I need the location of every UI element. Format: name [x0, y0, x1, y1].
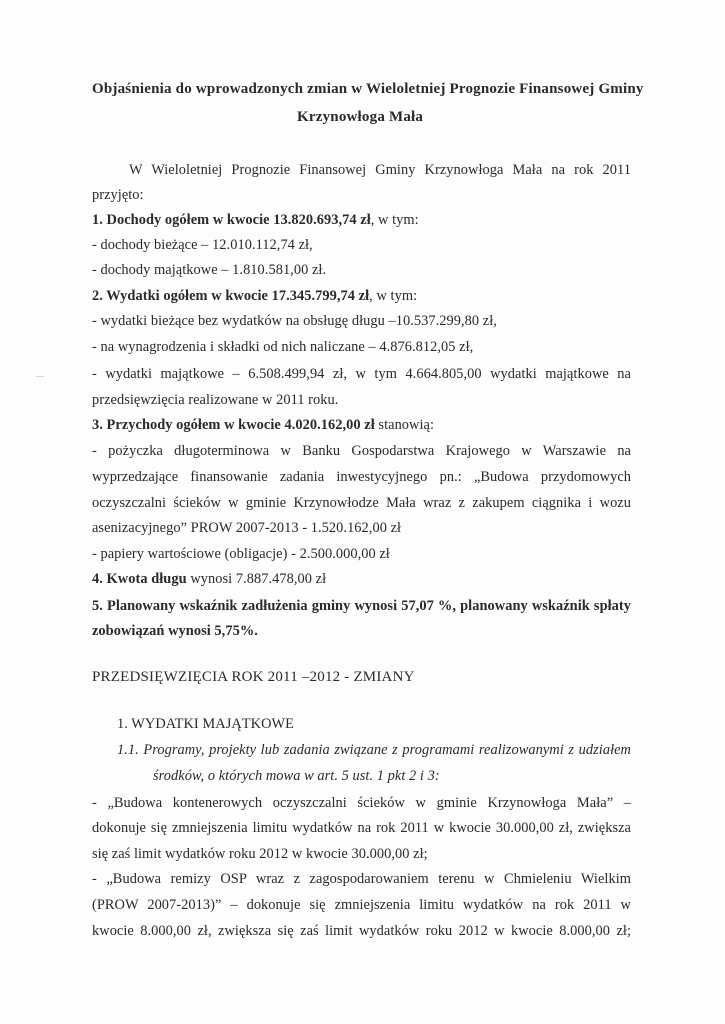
section-1-item-2: - dochody majątkowe – 1.810.581,00 zł. — [92, 262, 327, 278]
item-a-line-2: dokonuje się zmniejszenia limitu wydatków na rok 2011 w kwocie 30.000,00 zł, zwiększa — [92, 820, 631, 836]
section-3-item-1-line-1: - pożyczka długoterminowa w Banku Gospodarstwa Krajowego w Warszawie na — [92, 443, 631, 459]
scan-mark — [36, 376, 44, 377]
item-b-line-1: - „Budowa remizy OSP wraz z zagospodarowaniem terenu w Chmieleniu Wielkim — [92, 871, 631, 887]
section-3-heading-bold: 3. Przychody ogółem w kwocie 4.020.162,00 zł — [92, 417, 375, 433]
section-3-item-1-line-4: asenizacyjnego” PROW 2007-2013 - 1.520.162,00 zł — [92, 520, 402, 536]
section-4-heading-bold: 4. Kwota długu — [92, 571, 187, 587]
section-3-item-1-line-2: wyprzedzające finansowanie zadania inwestycyjnego pn.: „Budowa przydomowych — [92, 469, 631, 485]
subsection-1-1-line-1: 1.1. Programy, projekty lub zadania związane z programami realizowanymi z udziałem — [117, 742, 631, 758]
section-5-line-2: zobowiązań wynosi 5,75%. — [92, 623, 258, 639]
section-4-heading — [92, 570, 326, 588]
section-2-heading-bold: 2. Wydatki ogółem w kwocie 17.345.799,74 zł — [92, 288, 370, 304]
item-b-line-2: (PROW 2007-2013)” – dokonuje się zmniejszenia limitu wydatków na rok 2011 w — [92, 897, 631, 913]
section-1-item-1: - dochody bieżące – 12.010.112,74 zł, — [92, 237, 313, 253]
section-3-item-2: - papiery wartościowe (obligacje) - 2.500.000,00 zł — [92, 546, 390, 562]
section-3-heading — [92, 416, 434, 434]
section-1-heading-tail: , w tym: — [370, 212, 419, 228]
section-2-heading-tail: , w tym: — [369, 288, 418, 304]
item-a-line-1: - „Budowa kontenerowych oczyszczalni ścieków w gminie Krzynowłoga Mała” – — [92, 795, 631, 811]
section-2-heading — [92, 287, 417, 305]
subsection-1-1-line-2: środków, o których mowa w art. 5 ust. 1 pkt 2 i 3: — [153, 768, 440, 784]
intro-line-2: przyjęto: — [92, 187, 144, 203]
section-5-line-1: 5. Planowany wskaźnik zadłużenia gminy wynosi 57,07 %, planowany wskaźnik spłaty — [92, 598, 631, 614]
section-2-item-2: - na wynagrodzenia i składki od nich naliczane – 4.876.812,05 zł, — [92, 339, 474, 355]
capital-expenditures-heading: 1. WYDATKI MAJĄTKOWE — [117, 716, 294, 732]
document-title-line-1: Objaśnienia do wprowadzonych zmian w Wieloletniej Prognozie Finansowej Gminy — [92, 81, 644, 97]
section-2-item-1: - wydatki bieżące bez wydatków na obsługę długu –10.537.299,80 zł, — [92, 313, 497, 329]
section-4-heading-tail: wynosi 7.887.478,00 zł — [186, 571, 327, 587]
item-b-line-3: kwocie 8.000,00 zł, zwiększa się zaś limit wydatków roku 2012 w kwocie 8.000,00 zł; — [92, 923, 631, 939]
section-3-heading-tail: stanowią: — [374, 417, 435, 433]
projects-section-heading: PRZEDSIĘWZIĘCIA ROK 2011 –2012 - ZMIANY — [92, 669, 415, 685]
section-3-item-1-line-3: oczyszczalni ścieków w gminie Krzynowłodze Mała wraz z zakupem ciągnika i wozu — [92, 495, 631, 511]
section-2-item-3-line-2: przedsięwzięcia realizowane w 2011 roku. — [92, 392, 339, 408]
item-a-line-3: się zaś limit wydatków roku 2012 w kwocie 30.000,00 zł; — [92, 846, 428, 862]
intro-line-1: W Wieloletniej Prognozie Finansowej Gminy Krzynowłoga Mała na rok 2011 — [129, 162, 631, 178]
section-2-item-3-line-1: - wydatki majątkowe – 6.508.499,94 zł, w tym 4.664.805,00 wydatki majątkowe na — [92, 366, 631, 382]
section-1-heading — [92, 211, 419, 229]
section-1-heading-bold: 1. Dochody ogółem w kwocie 13.820.693,74 zł — [92, 212, 371, 228]
document-title-line-2: Krzynowłoga Mała — [297, 109, 424, 125]
